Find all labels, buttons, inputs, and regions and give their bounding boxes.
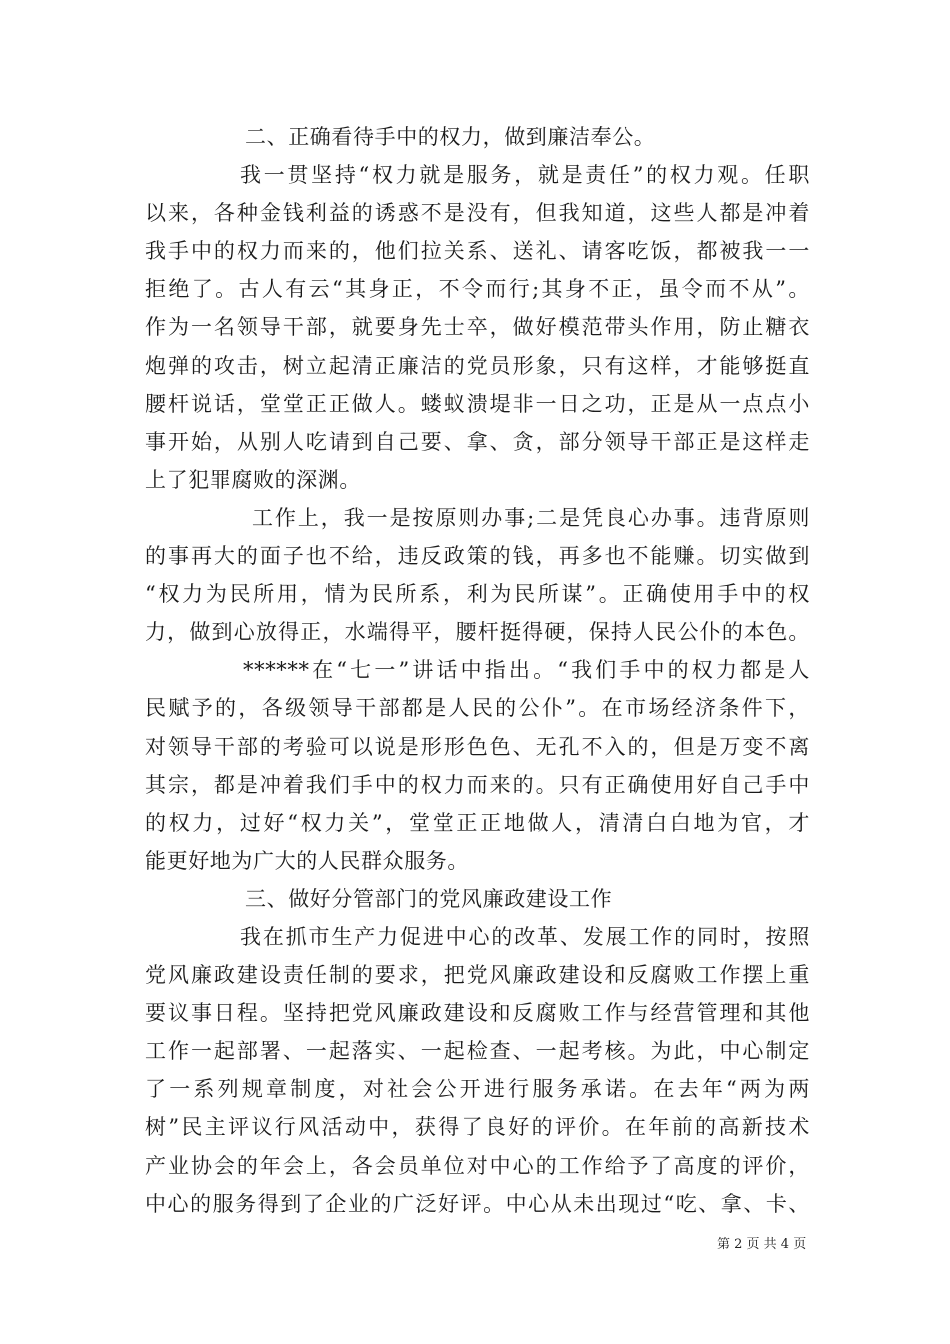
text-line: 能更好地为广大的人民群众服务。 xyxy=(145,848,469,873)
text-line: 中心的服务得到了企业的广泛好评。中心从未出现过“吃、拿、卡、 xyxy=(145,1191,810,1216)
page-number: 第 2 页 共 4 页 xyxy=(717,1237,807,1252)
text-line: 力，做到心放得正，水端得平，腰杆挺得硬，保持人民公仆的本色。 xyxy=(145,620,810,645)
text-line: 腰杆说话，堂堂正正做人。蝼蚁溃堤非一日之功，正是从一点点小 xyxy=(145,391,810,416)
text-line: “权力为民所用，情为民所系，利为民所谋”。正确使用手中的权 xyxy=(145,582,810,607)
document-body xyxy=(145,118,810,1223)
text-line: 的权力，过好“权力关”，堂堂正正地做人，清清白白地为官，才 xyxy=(145,810,810,835)
text-line: 党风廉政建设责任制的要求，把党风廉政建设和反腐败工作摆上重 xyxy=(145,963,810,988)
text-line: 了一系列规章制度，对社会公开进行服务承诺。在去年“两为两 xyxy=(145,1077,810,1102)
text-line: 事开始，从别人吃请到自己要、拿、贪，部分领导干部正是这样走 xyxy=(145,429,810,454)
text-line: 我一贯坚持“权力就是服务，就是责任”的权力观。任职 xyxy=(240,163,810,188)
text-line: 产业协会的年会上，各会员单位对中心的工作给予了高度的评价， xyxy=(145,1153,810,1178)
text-line: 拒绝了。古人有云“其身正，不令而行;其身不正，虽令而不从”。 xyxy=(145,277,810,302)
text-line: 对领导干部的考验可以说是形形色色、无孔不入的，但是万变不离 xyxy=(145,734,810,759)
text-line: ******在“七一”讲话中指出。“我们手中的权力都是人 xyxy=(243,658,810,683)
text-line: 工作一起部署、一起落实、一起检查、一起考核。为此，中心制定 xyxy=(145,1039,810,1064)
text-line: 我在抓市生产力促进中心的改革、发展工作的同时，按照 xyxy=(240,924,810,949)
text-line: 以来，各种金钱利益的诱惑不是没有，但我知道，这些人都是冲着 xyxy=(145,201,810,226)
section-heading-2: 二、正确看待手中的权力，做到廉洁奉公。 xyxy=(245,125,656,149)
section-heading-3: 三、做好分管部门的党风廉政建设工作 xyxy=(245,886,613,911)
text-line: 工作上，我一是按原则办事;二是凭良心办事。违背原则 xyxy=(252,505,810,530)
text-line: 的事再大的面子也不给，违反政策的钱，再多也不能赚。切实做到 xyxy=(145,544,810,569)
text-line: 我手中的权力而来的，他们拉关系、送礼、请客吃饭，都被我一一 xyxy=(145,239,810,264)
text-line: 树”民主评议行风活动中，获得了良好的评价。在年前的高新技术 xyxy=(145,1115,810,1140)
text-line: 上了犯罪腐败的深渊。 xyxy=(145,467,361,492)
text-line: 要议事日程。坚持把党风廉政建设和反腐败工作与经营管理和其他 xyxy=(145,1001,810,1026)
text-line: 作为一名领导干部，就要身先士卒，做好模范带头作用，防止糖衣 xyxy=(145,315,810,340)
text-line: 其宗，都是冲着我们手中的权力而来的。只有正确使用好自己手中 xyxy=(145,772,810,797)
text-line: 民赋予的，各级领导干部都是人民的公仆”。在市场经济条件下， xyxy=(145,696,810,721)
text-line: 炮弹的攻击，树立起清正廉洁的党员形象，只有这样，才能够挺直 xyxy=(145,353,810,378)
